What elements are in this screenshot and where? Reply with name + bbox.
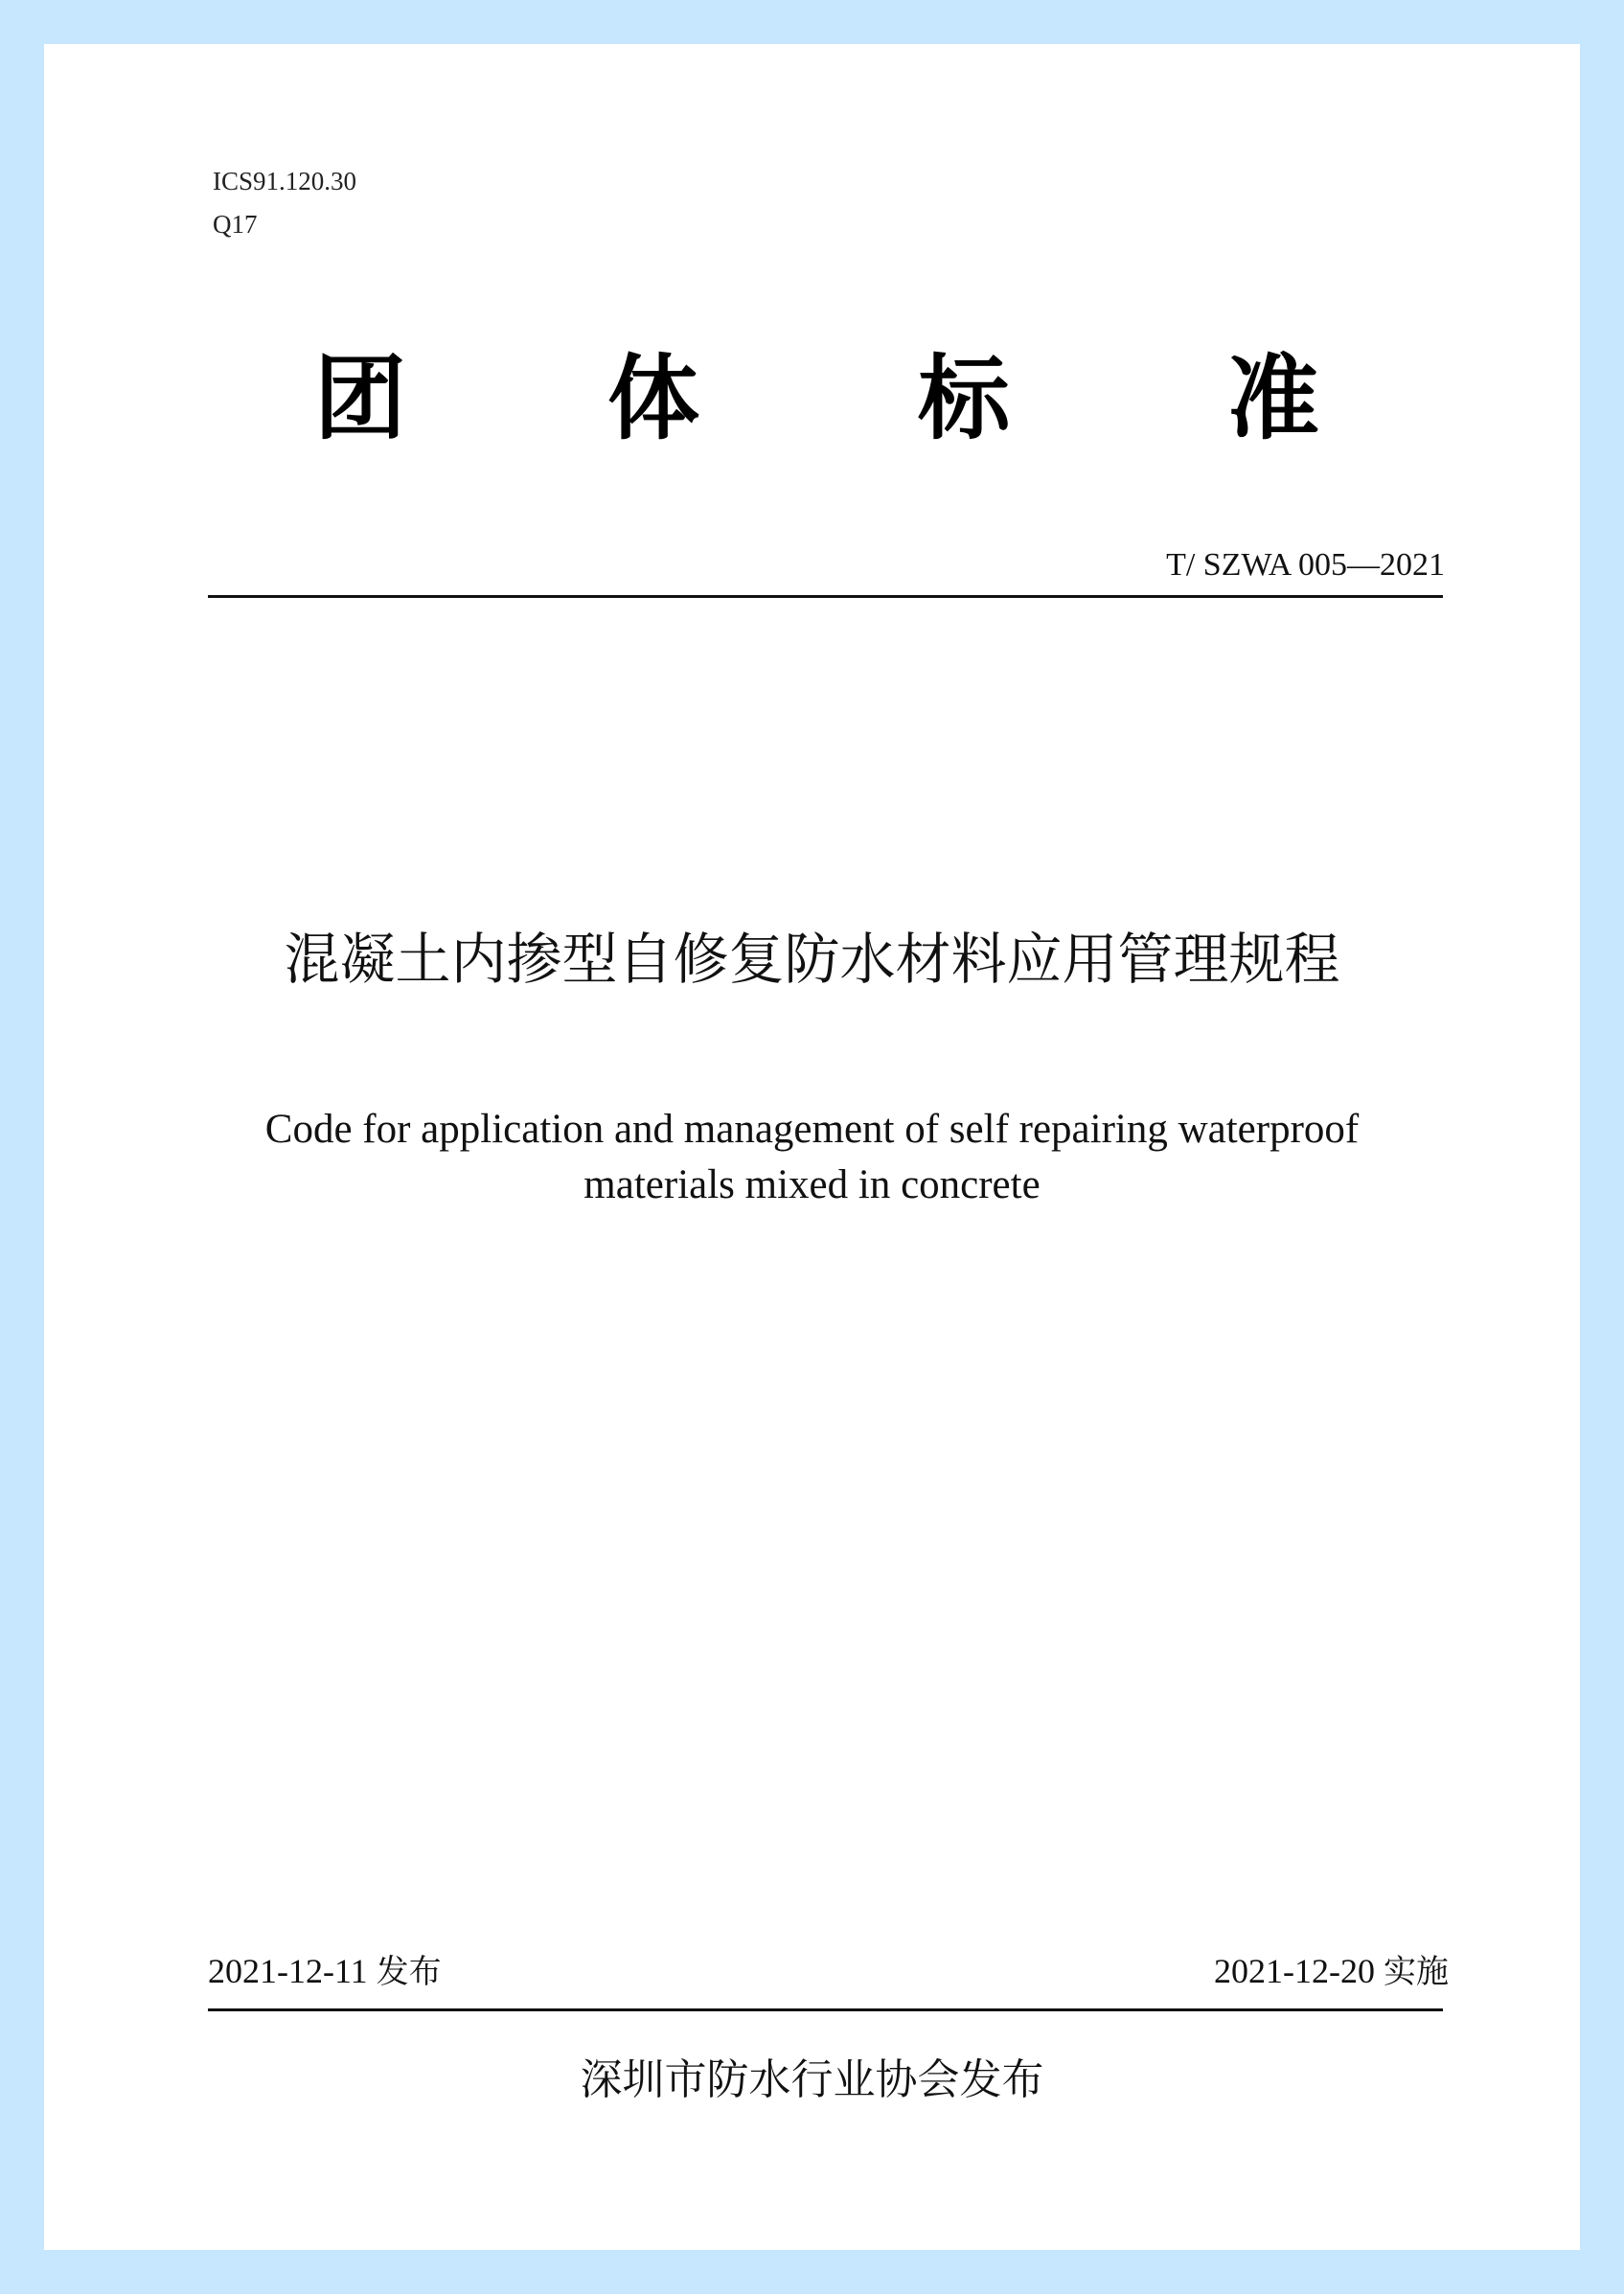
- category-char-2: 体: [607, 345, 699, 452]
- ics-code: ICS91.120.30: [213, 167, 357, 195]
- effective-date-label: 实施: [1384, 1953, 1449, 1991]
- category-char-3: 标: [918, 345, 1010, 452]
- standard-number: T/ SZWA 005—2021: [1166, 547, 1445, 583]
- chinese-title: 混凝土内掺型自修复防水材料应用管理规程: [284, 927, 1340, 992]
- english-title-line-2: materials mixed in concrete: [583, 1162, 1041, 1207]
- issue-date-label: 发布: [376, 1953, 442, 1991]
- document-cover-page: [44, 44, 1580, 2250]
- category-char-1: 团: [314, 345, 406, 452]
- effective-date: [1214, 1947, 1449, 1996]
- issue-date-value: 2021-12-11: [208, 1952, 368, 1990]
- classification-codes: [213, 160, 356, 246]
- bottom-divider: [208, 2008, 1443, 2011]
- ccs-code: Q17: [213, 210, 258, 239]
- standard-category-heading: [44, 332, 1580, 466]
- issue-date: [208, 1947, 442, 1996]
- effective-date-value: 2021-12-20: [1214, 1952, 1375, 1990]
- category-char-4: 准: [1227, 345, 1319, 452]
- top-divider: [208, 595, 1443, 598]
- publisher: 深圳市防水行业协会发布: [580, 2055, 1044, 2104]
- english-title: [44, 1102, 1580, 1213]
- english-title-line-1: Code for application and management of self repairing waterproof: [264, 1107, 1360, 1152]
